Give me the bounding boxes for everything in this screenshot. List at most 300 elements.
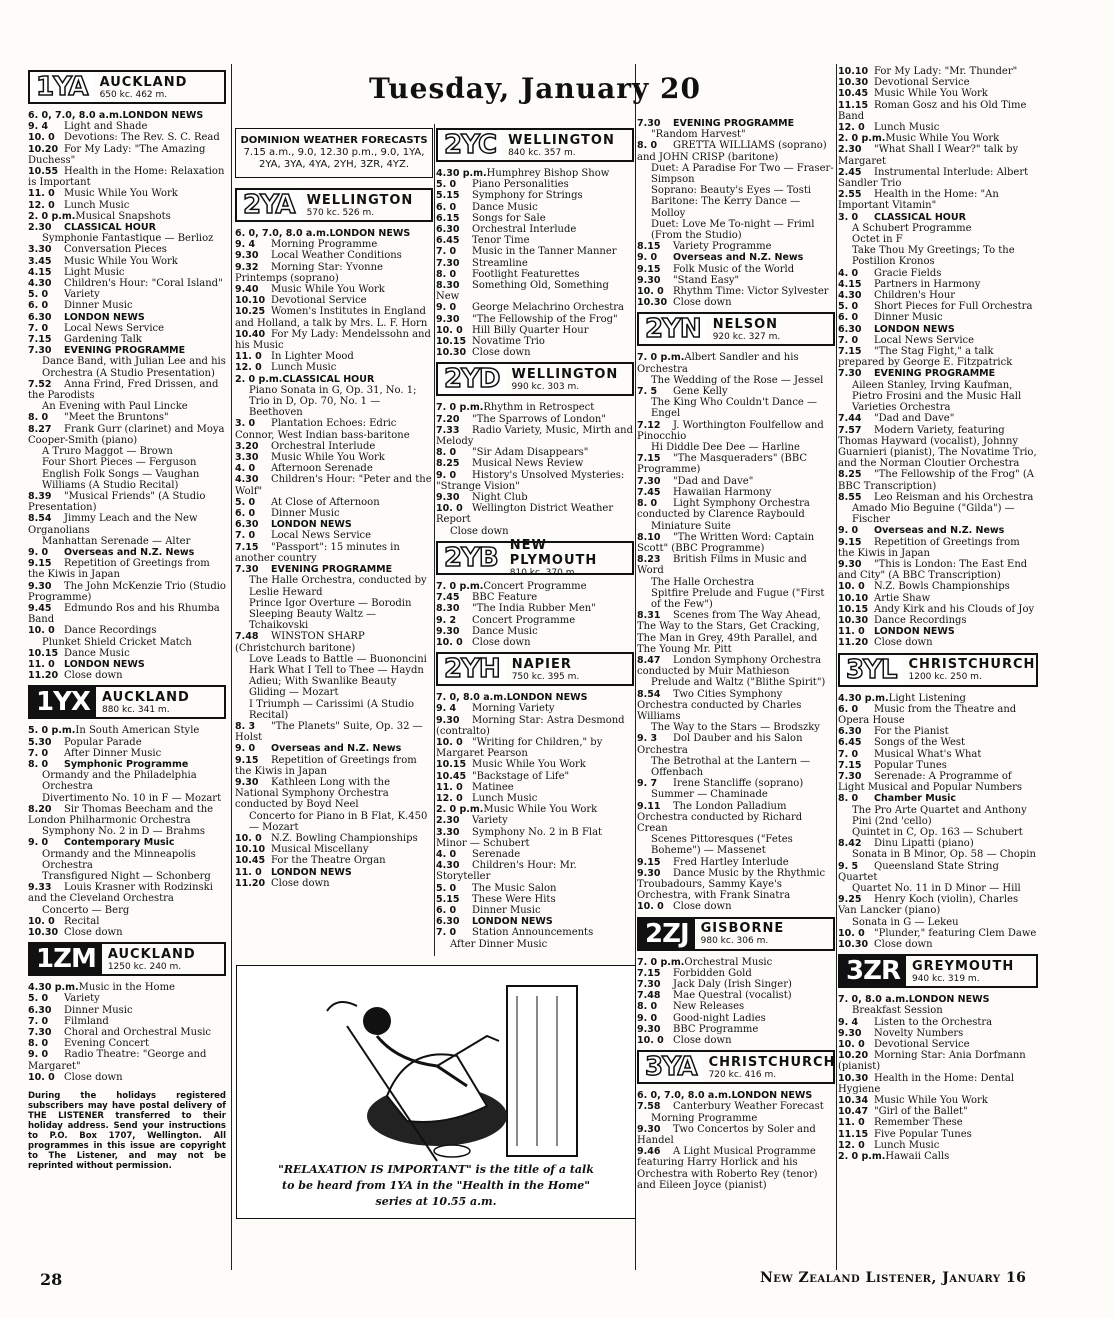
programme-entry [637,990,835,1001]
programme-title: Concert Programme [483,580,587,592]
station-2zj [637,917,835,1047]
programme-entry [838,1039,1038,1050]
programme-entry [235,855,433,866]
programme-time: 7.30 [28,345,52,357]
programme-title: Manhattan Serenade — Alter [42,535,191,547]
programme-entry [436,280,634,302]
station-call-sign: 2YA [237,190,301,220]
programme-time: 7.15 [28,334,52,346]
programme-title: For My Lady: "The Amazing Duchess" [28,143,206,166]
programme-entry [28,256,226,267]
programme-entry [235,228,433,239]
programme-entry [28,446,226,457]
programme-entry [637,397,835,419]
programme-title: Overseas and N.Z. News [64,546,195,558]
programme-title: Music While You Work [483,804,598,816]
station-call-sign: 2YD [438,364,506,394]
programme-title: Lunch Music [64,199,130,211]
programme-entry [28,1027,226,1038]
programme-entry [637,498,835,520]
programme-title: Hawaiian Harmony [673,486,772,498]
programme-time: 10. 0 [28,1071,55,1083]
programme-title: For My Lady: "Mr. Thunder" [874,66,1018,77]
programme-entry [637,655,835,677]
programme-entry [637,386,835,397]
programme-title: Station Announcements [472,927,594,939]
programme-entry [436,759,634,770]
programme-title: Children's Hour: Mr. Storyteller [436,860,577,883]
station-call-sign: 1YA [30,72,94,102]
station-frequency: 980 kc. 306 m. [700,936,769,947]
programme-entry [838,525,1038,536]
programme-entry [838,827,1038,838]
programme-entry [436,815,634,826]
programme-title: Serenade: A Programme of Light Musical and Popular Numbers [838,770,1023,794]
programme-time: 2. 0 p.m. [838,133,886,145]
programme-title: Love Leads to Battle — Buononcini [249,653,427,665]
station-1ya [28,70,226,681]
programme-entry [838,167,1038,189]
programme-time: 7.30 [838,770,862,782]
programme-time: 8. 0 [28,758,49,770]
programme-time: 4.15 [838,278,862,290]
programme-title: Roman Gosz and his Old Time Band [838,99,1027,122]
programme-entry [436,916,634,927]
programme-title: Sonata in B Minor, Op. 58 — Chopin [852,849,1036,861]
programme-entry [235,699,433,721]
programme-time: 7. 0 [436,927,457,939]
station-call-sign: 3YA [639,1052,703,1082]
programme-time: 7. 0 p.m. [637,352,685,364]
programme-entry [637,1146,835,1191]
programme-entry [235,306,433,328]
programme-entry [637,1001,835,1012]
station-call-sign: 2YN [639,314,707,344]
programme-title: Musical Miscellany [271,844,369,856]
programme-title: Dinner Music [64,300,133,312]
programme-time: 6. 0 [235,508,256,520]
programme-title: Close down [450,525,509,537]
programme-title: History's Unsolved Mysteries: "Strange Vision" [436,469,625,492]
programme-time: 6.45 [436,235,460,247]
programme-entry [637,677,835,688]
programme-entry [28,110,226,121]
programme-title: Hark What I Tell to Thee — Haydn [249,664,424,676]
programme-time: 10.15 [436,759,467,771]
programme-entry [838,144,1038,166]
programme-title: Variety [472,815,508,827]
programme-time: 2. 0 p.m. [28,210,76,222]
programme-entry [28,748,226,759]
programme-title: Songs for Sale [472,212,546,224]
programme-entry [235,878,433,889]
programme-title: The Halle Orchestra [651,576,755,588]
programme-entry [28,345,226,356]
programme-entry [28,300,226,311]
programme-title: London Symphony Orchestra conducted by Muir Mathieson [637,654,822,678]
programme-entry [637,554,835,576]
programme-title: Morning Star: Ania Dorfmann (pianist) [838,1050,1026,1073]
programme-title: Streamline [472,257,528,269]
programme-entry [838,559,1038,581]
station-frequency: 880 kc. 341 m. [101,704,170,715]
programme-time: 11. 0 [436,781,463,793]
station-call-sign: 2YB [438,543,504,573]
programme-title: Novelty Numbers [874,1027,964,1039]
programme-time: 3.45 [28,255,52,267]
programme-time: 10. 0 [436,636,463,648]
programme-title: Listen to the Orchestra [874,1016,993,1028]
programme-entry [637,140,835,162]
programme-entry [436,905,634,916]
programme-title: Children's Hour: "Peter and the Wolf" [235,474,432,497]
programme-time: 7.52 [28,378,52,390]
programme-title: Health in the Home: Relaxation is Important [28,166,225,189]
station-frequency: 940 kc. 319 m. [911,973,980,984]
programme-entry [235,418,433,440]
station-logo [436,362,634,396]
programme-entry [235,609,433,631]
programme-entry [235,530,433,541]
programme-time: 9.30 [235,776,259,788]
programme-title: Irene Stancliffe (soprano) [673,778,804,790]
page-number: 28 [40,1270,63,1289]
programme-time: 9.30 [436,625,460,637]
programme-time: 8.25 [838,469,862,481]
programme-time: 10. 0 [28,132,55,144]
programme-time: 7.48 [637,990,661,1002]
station-call-sign: 3ZR [840,956,906,986]
programme-entry [235,362,433,373]
programme-entry [838,234,1038,245]
programme-title: Conversation Pieces [64,244,167,256]
programme-time: 8. 0 [637,498,658,510]
programme-entry [436,503,634,525]
programme-title: LONDON NEWS [271,866,352,878]
programme-entry [28,188,226,199]
programme-entry [436,703,634,714]
programme-entry [838,1005,1038,1016]
programme-time: 7. 0 p.m. [436,580,484,592]
programme-title: Modern Variety, featuring Thomas Hayward (vocalist), Johnny Guarnieri (pianist), The Novatime Trio, and the Norman Cloutier Orchestra [838,424,1037,470]
programme-time: 10.10 [235,295,266,307]
programme-entry [838,637,1038,648]
station-city: WELLINGTON [306,192,414,208]
programme-time: 4.30 p.m. [838,692,889,704]
programme-entry [637,868,835,902]
programme-time: 12. 0 [235,362,262,374]
programme-time: 7. 0, 8.0 a.m. [436,692,507,704]
programme-time: 6.30 [28,311,52,323]
programme-entry [436,325,634,336]
programme-title: Hi Diddle Dee Dee — Harline [651,442,800,454]
programme-entry [28,1016,226,1027]
programme-entry [28,637,226,648]
programme-entry [838,581,1038,592]
programme-entry [235,497,433,508]
programme-title: Prelude and Waltz ("Blithe Spirit") [651,677,826,689]
programme-title: Devotional Service [874,77,970,89]
programme-title: Lunch Music [271,362,337,374]
programme-entry [436,894,634,905]
programme-entry [637,857,835,868]
station-frequency: 840 kc. 357 m. [508,147,576,158]
programme-title: Edmundo Ros and his Rhumba Band [28,602,220,626]
weather-times: 7.15 a.m., 9.0, 12.30 p.m., 9.0, 1YA, 2YA, 3YA, 4YA, 2YH, 3ZR, 4YZ. [243,147,425,170]
programme-entry [28,312,226,323]
programme-entry [28,267,226,278]
programme-time: 6.30 [436,916,460,928]
programme-time: 9. 4 [838,1016,859,1028]
programme-title: Afternoon Serenade [271,463,373,475]
programme-entry [28,871,226,882]
programme-entry [436,737,634,759]
programme-title: Musical Snapshots [75,210,171,222]
woman-relaxing-drawing [237,966,635,1166]
programme-time: 4.30 p.m. [436,168,487,179]
programme-title: Music While You Work [271,284,385,296]
programme-title: Aileen Stanley, Irving Kaufman, Pietro Frosini and the Music Hall Varieties Orchestra [852,379,1022,414]
programme-time: 7. 0 [28,747,49,759]
programme-title: Louis Krasner with Rodzinski and the Cleveland Orchestra [28,882,213,905]
programme-time: 6. 0, 7.0, 8.0 a.m. [28,110,123,121]
programme-entry [28,659,226,670]
programme-time: 2.30 [28,222,52,234]
programme-title: Dol Dauber and his Salon Orchestra [637,733,803,756]
programme-title: Good-night Ladies [673,1012,766,1024]
programme-entry [838,425,1038,470]
programme-time: 8. 0 [637,1001,658,1013]
programme-time: 5. 0 [436,179,457,191]
programme-title: Close down [64,1071,123,1083]
programme-title: Night Club [472,492,528,504]
programme-entry [235,262,433,284]
programme-entry [637,968,835,979]
programme-title: Rhythm Time: Victor Sylvester [673,286,829,298]
programme-title: "The Stag Fight," a talk prepared by George E. Fitzpatrick [838,346,1013,369]
programme-time: 7.15 [235,541,259,553]
programme-entry [28,849,226,871]
programme-title: Rhythm in Retrospect [483,402,595,414]
programme-time: 10. 0 [637,901,664,913]
programme-title: Popular Tunes [874,759,947,771]
programme-entry [436,626,634,637]
programme-title: Five Popular Tunes [874,1128,972,1140]
programme-title: Music from the Theatre and Opera House [838,703,1017,726]
station-2yn [637,312,835,912]
programme-time: 6.30 [235,519,259,531]
programme-title: The John McKenzie Trio (Studio Programme) [28,580,226,603]
station-logo [436,537,634,578]
programme-entry [235,811,433,833]
programme-time: 5. 0 p.m. [28,725,76,737]
programme-title: I Triumph — Carissimi (A Studio Recital) [249,698,415,721]
programme-title: Gracie Fields [874,267,942,279]
programme-title: "Passport": 15 minutes in another country [235,541,400,564]
programme-title: Music in the Tanner Manner [472,246,617,258]
programme-time: 9. 0 [838,525,859,537]
programme-time: 10.30 [28,927,59,939]
programme-title: Evening Concert [64,1038,149,1050]
station-logo [28,70,226,104]
programme-time: 9.32 [235,261,259,273]
programme-title: Devotions: The Rev. S. C. Read [64,132,220,144]
programme-title: Prince Igor Overture — Borodin [249,597,412,609]
programme-title: Spitfire Prelude and Fugue ("First of the Few") [651,587,825,610]
programme-title: The Way to the Stars — Brodszky [651,722,820,734]
programme-entry [838,380,1038,414]
programme-entry [28,379,226,401]
page-title: Tuesday, January 20 [369,72,701,105]
programme-title: Repetition of Greetings from the Kiwis in Japan [838,536,1020,559]
programme-title: Plantation Echoes: Edric Connor, West Indian bass-baritone [235,418,410,441]
programme-time: 2.30 [838,144,862,156]
programme-entry [28,222,226,233]
programme-time: 8.23 [637,554,661,566]
programme-time: 7.30 [637,118,661,129]
programme-entry [235,575,433,597]
programme-entry [838,861,1038,883]
programme-time: 6.45 [838,737,862,749]
programme-time: 5. 0 [28,993,49,1005]
programme-title: Women's Institutes in England and Holland, a talk by Mrs. L. F. Horn [235,306,428,329]
programme-entry [838,100,1038,122]
programme-entry [436,849,634,860]
programme-title: Divertimento No. 10 in F — Mozart [42,792,222,804]
programme-time: 10. 0 [436,503,463,515]
programme-time: 6. 0 [838,703,859,715]
station-1yx [28,685,226,938]
programme-entry [637,789,835,800]
programme-title: Dance Music [472,625,538,637]
programme-entry [838,1106,1038,1117]
programme-title: Artie Shaw [874,592,931,604]
weather-forecast-box [235,128,433,178]
programme-title: CLASSICAL HOUR [282,373,375,385]
programme-time: 9.15 [235,754,259,766]
programme-entry [637,487,835,498]
programme-time: 8.30 [436,603,460,615]
programme-time: 10. 0 [436,736,463,748]
station-3zr [838,954,1038,1162]
programme-entry [235,295,433,306]
programme-title: Devotional Service [271,295,367,307]
programme-title: Morning Star: Astra Desmond (contralto) [436,714,625,737]
programme-time: 6. 0, 7.0, 8.0 a.m. [637,1090,732,1102]
programme-title: British Films in Music and Word [637,554,807,577]
programme-title: Dinner Music [64,1004,133,1016]
programme-title: After Dinner Music [64,747,162,759]
programme-entry [436,168,634,179]
programme-time: 9.30 [436,313,460,325]
programme-time: 8.15 [637,241,661,253]
programme-time: 2.45 [838,166,862,178]
programme-title: Fred Hartley Interlude [673,856,789,868]
programme-entry [28,1049,226,1071]
programme-time: 5. 0 [28,289,49,301]
programme-title: Local News Service [271,530,372,542]
programme-time: 8. 0 [838,793,859,805]
programme-time: 10.30 [838,77,869,89]
programme-title: "The Masqueraders" (BBC Programme) [637,453,808,476]
programme-entry [637,1035,835,1046]
programme-title: Dinu Lipatti (piano) [874,838,974,850]
programme-title: The King Who Couldn't Dance — Engel [651,397,818,420]
programme-time: 9. 3 [637,733,658,745]
programme-title: Music While You Work [64,255,178,267]
programme-title: Variety Programme [673,241,772,253]
programme-title: CLASSICAL HOUR [874,211,966,223]
programme-entry [28,424,226,446]
programme-time: 4.15 [28,266,52,278]
programme-entry [28,401,226,412]
programme-title: Instrumental Interlude: Albert Sandler Trio [838,166,1029,190]
programme-title: Scenes from The Way Ahead, The Way to the Stars, Get Cracking, The Man in Grey, 49th Parallel, and The Young Mr. Pitt [637,610,821,655]
programme-entry [637,297,835,308]
programme-time: 9.15 [637,263,661,275]
programme-title: In South American Style [75,725,200,737]
programme-entry [637,118,835,129]
programme-title: Light Symphony Orchestra conducted by Clarence Raybould [637,498,810,521]
programme-entry [28,804,226,826]
programme-entry [436,425,634,447]
programme-entry [838,615,1038,626]
programme-entry [637,420,835,442]
programme-time: 9.11 [637,800,661,812]
programme-title: LONDON NEWS [472,916,553,928]
programme-title: J. Worthington Foulfellow and Pinocchio [637,419,824,442]
programme-time: 12. 0 [28,199,55,211]
programme-entry [436,235,634,246]
programme-entry [436,213,634,224]
programme-entry [28,837,226,848]
programme-entry [637,610,835,655]
programme-entry [436,258,634,269]
programme-entry [235,833,433,844]
column-2 [235,128,433,889]
programme-time: 8.27 [28,423,52,435]
programme-entry [235,564,433,575]
programme-time: 7. 0 [838,334,859,346]
programme-title: These Were Hits [472,893,556,905]
programme-title: Children's Hour: "Coral Island" [64,278,223,290]
programme-entry [436,202,634,213]
programme-time: 8. 0 [28,1038,49,1050]
programme-entry [235,519,433,530]
programme-time: 9. 4 [28,121,49,133]
programme-title: Overseas and N.Z. News [271,743,402,755]
programme-entry [28,648,226,659]
programme-entry [637,1124,835,1146]
programme-title: "Stand Easy" [673,274,740,286]
station-logo [637,1050,835,1084]
programme-title: Variety [64,993,100,1005]
programme-time: 6. 0 [28,300,49,312]
programme-time: 10.15 [838,603,869,615]
programme-title: "Dad and Dave" [874,413,955,425]
programme-entry [436,782,634,793]
programme-entry [436,804,634,815]
programme-title: Devotional Service [874,1039,970,1051]
station-logo [637,917,835,951]
programme-time: 5. 0 [235,496,256,508]
programme-title: "The Sparrows of London" [472,413,606,425]
programme-time: 6. 0 [436,201,457,213]
programme-time: 10.30 [838,614,869,626]
station-call-sign: 1YX [30,687,96,717]
programme-time: 10. 0 [28,625,55,637]
programme-title: A Schubert Programme [852,222,972,234]
